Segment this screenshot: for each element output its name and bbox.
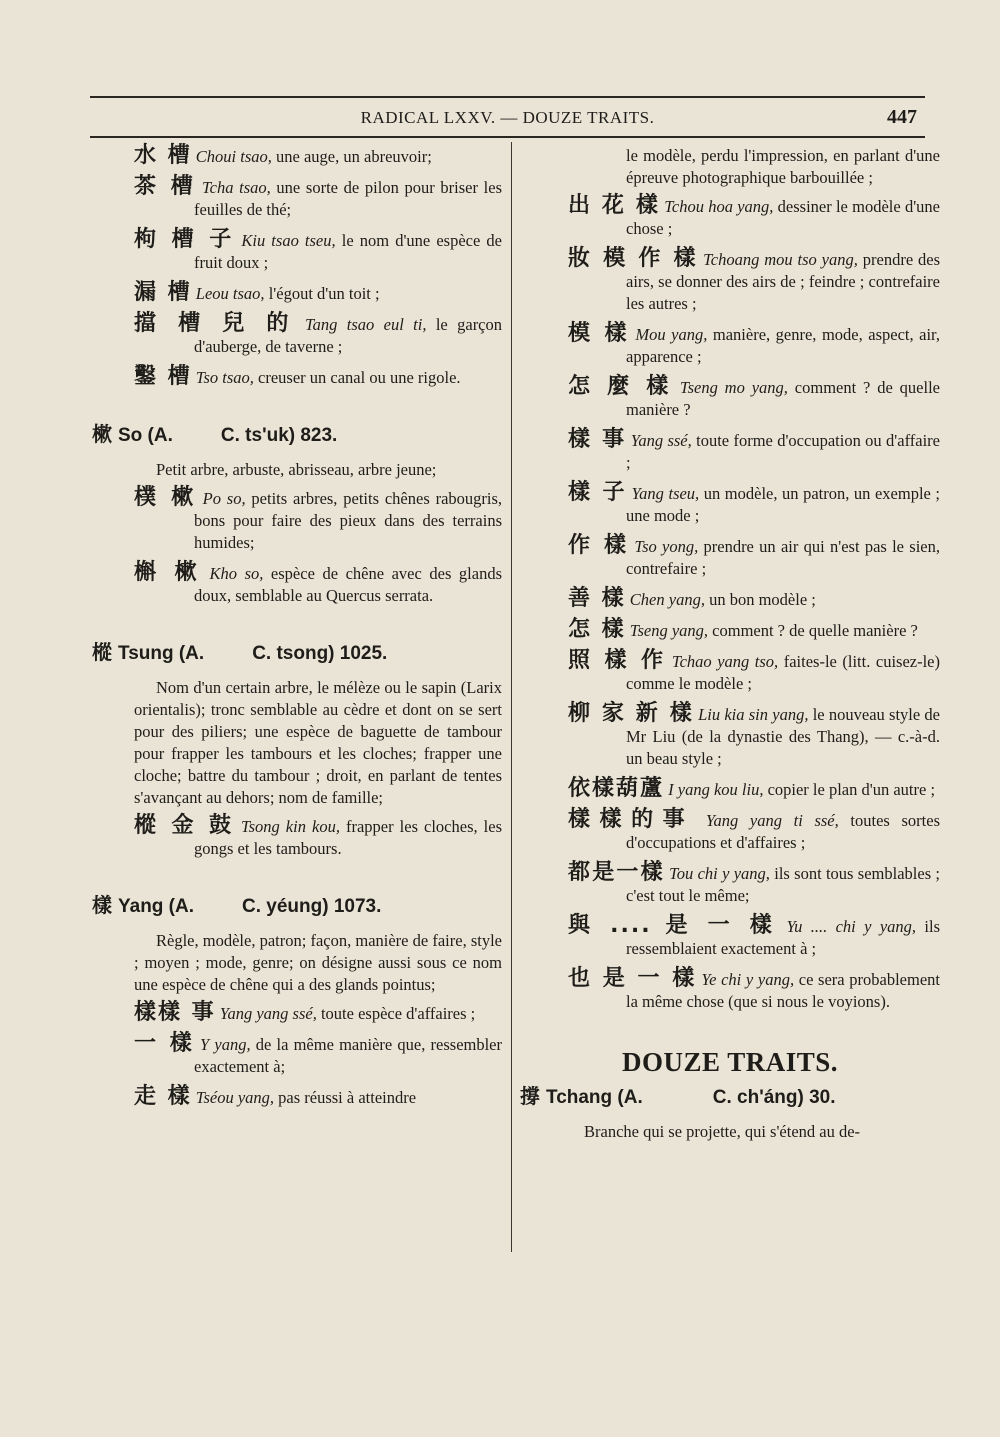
entry-gloss: toute forme d'occupation ou d'affaire ; xyxy=(626,431,940,472)
entry-chinese: 樣樣的事 xyxy=(568,807,695,832)
dictionary-entry xyxy=(520,482,940,527)
headword-char: 樣 xyxy=(92,893,112,917)
headword-char: 樕 xyxy=(92,422,112,446)
entry-romanization: Chen yang, xyxy=(629,590,705,609)
entry-chinese: 鑿 槽 xyxy=(134,364,192,389)
entry-gloss: toute espèce d'affaires ; xyxy=(316,1004,476,1023)
dictionary-entry xyxy=(520,778,940,801)
entry-chinese: 照 樣 作 xyxy=(568,648,667,673)
entry-gloss: de la même manière que, ressembler exactement à; xyxy=(194,1035,503,1076)
headword-cantonese: C. ch'áng) 30. xyxy=(712,1087,836,1108)
dictionary-entry xyxy=(520,619,940,642)
dictionary-entry xyxy=(520,809,940,854)
entry-gloss: comment ? de quelle manière ? xyxy=(626,378,940,419)
entry-romanization: Tchao yang tso, xyxy=(671,652,779,671)
entry-gloss: un modèle, un patron, un exemple ; une mode ; xyxy=(626,484,940,525)
headword-char: 樅 xyxy=(92,640,112,664)
entry-gloss: manière, genre, mode, aspect, air, apparence ; xyxy=(626,325,940,366)
entry-gloss: une auge, un abreuvoir; xyxy=(271,147,432,166)
entry-romanization: Ye chi y yang, xyxy=(701,970,795,989)
entry-chinese: 槲 樕 xyxy=(134,560,202,585)
dictionary-entry xyxy=(92,1033,502,1078)
entry-chinese: 樣 事 xyxy=(568,427,627,452)
entry-chinese: 一 樣 xyxy=(134,1031,195,1056)
entry-romanization: Tchoang mou tso yang, xyxy=(703,250,858,269)
dictionary-entry xyxy=(520,323,940,368)
dictionary-entry xyxy=(520,650,940,695)
entry-gloss: le garçon d'auberge, de taverne ; xyxy=(194,315,503,356)
dictionary-entry xyxy=(92,815,502,860)
entry-chinese: 擋 槽 兒 的 xyxy=(134,311,296,336)
definition-tchang: Branche qui se projette, qui s'étend au de- xyxy=(584,1122,861,1141)
entry-chinese: 出 花 樣 xyxy=(568,193,660,218)
entry-gloss: creuser un canal ou une rigole. xyxy=(253,368,461,387)
entry-chinese: 作 樣 xyxy=(568,533,630,558)
entry-gloss: l'égout d'un toit ; xyxy=(264,284,380,303)
dictionary-entry xyxy=(92,366,502,389)
entry-romanization: Tseng yang, xyxy=(629,621,709,640)
entry-chinese: 走 樣 xyxy=(134,1084,192,1109)
dictionary-entry xyxy=(520,376,940,421)
entry-chinese: 枸 槽 子 xyxy=(134,227,236,252)
entry-romanization: Y yang, xyxy=(200,1035,251,1054)
dictionary-entry xyxy=(520,862,940,907)
entry-chinese: 模 樣 xyxy=(568,321,630,346)
definition-yang: Règle, modèle, patron; façon, manière de faire, style ; moyen ; mode, genre; on désigne aussi sous ce nom une espèce de chêne qui a des glands pointus; xyxy=(134,931,502,994)
entry-chinese: 樸 樕 xyxy=(134,485,197,510)
entry-romanization: I yang kou liu, xyxy=(668,780,764,799)
entry-chinese: 柳 家 新 樣 xyxy=(568,701,694,726)
entry-romanization: Kho so, xyxy=(209,564,264,583)
header-rule-bottom xyxy=(90,136,925,138)
entry-romanization: Kiu tsao tseu, xyxy=(241,231,336,250)
running-header xyxy=(90,104,925,134)
definition-so: Petit arbre, arbuste, abrisseau, arbre jeune; xyxy=(156,460,437,479)
entry-romanization: Mou yang, xyxy=(635,325,708,344)
entry-gloss: prendre un air qui n'est pas le sien, contrefaire ; xyxy=(626,537,940,578)
entry-gloss: petits arbres, petits chênes rabougris, bons pour faire des pieux dans des terrains humides; xyxy=(194,489,503,552)
headword-so xyxy=(92,423,502,447)
entry-chinese: 都是一樣 xyxy=(568,860,665,885)
dictionary-entry xyxy=(92,1086,502,1109)
entry-gloss: pas réussi à atteindre xyxy=(274,1088,417,1107)
entry-gloss: ils sont tous semblables ; c'est tout le même; xyxy=(626,864,941,905)
entry-romanization: Tseng mo yang, xyxy=(679,378,788,397)
headword-cantonese: C. yéung) 1073. xyxy=(242,896,382,917)
dictionary-entry xyxy=(520,968,940,1013)
section-title: DOUZE TRAITS. xyxy=(621,1047,839,1077)
dictionary-entry xyxy=(92,1002,502,1025)
dictionary-entry xyxy=(92,487,502,554)
entry-chinese: 也 是 一 樣 xyxy=(568,966,697,991)
right-column xyxy=(520,145,940,1149)
header-rule-top xyxy=(90,96,925,98)
entry-gloss: ce sera probablement la même chose (que si nous le voyions). xyxy=(626,970,940,1011)
entry-chinese: 樅 金 鼓 xyxy=(134,813,235,838)
entry-chinese: 怎 樣 xyxy=(568,617,626,642)
entry-romanization: Tang tsao eul ti, xyxy=(305,315,427,334)
column-divider xyxy=(511,142,512,1252)
dictionary-entry xyxy=(92,313,502,358)
entry-romanization: Po so, xyxy=(202,489,246,508)
entry-gloss: toutes sortes d'occupations et d'affaires ; xyxy=(626,811,940,852)
entry-chinese: 茶 槽 xyxy=(134,174,197,199)
headword-tsung xyxy=(92,641,502,665)
entry-romanization: Tcha tsao, xyxy=(201,178,271,197)
entry-gloss: le nouveau style de Mr Liu (de la dynastie des Thang), — c.-à-d. un beau style ; xyxy=(626,705,941,768)
headword-tchang xyxy=(520,1085,940,1109)
headword-cantonese: C. ts'uk) 823. xyxy=(220,425,338,446)
definition-tsung: Nom d'un certain arbre, le mélèze ou le sapin (Larix orientalis); tronc semblable au cèdre et dont on se sert pour des piliers; une espèce de baguette de tambour pour frapper les tambours et les cloches; frapper une cloche; battre du tambour ; droit, en parlant de tentes s'avançant au dehors; nom de famille; xyxy=(134,678,502,807)
entry-chinese: 與 .... 是 一 樣 xyxy=(568,913,779,938)
entry-romanization: Tséou yang, xyxy=(195,1088,275,1107)
entry-romanization: Tso yong, xyxy=(634,537,699,556)
entry-romanization: Liu kia sin yang, xyxy=(698,705,809,724)
continuation-text: le modèle, perdu l'impression, en parlant d'une épreuve photographique barbouillée ; xyxy=(626,146,940,187)
entry-gloss: dessiner le modèle d'une chose ; xyxy=(626,197,940,238)
entry-romanization: Yang ssé, xyxy=(630,431,692,450)
headword-cantonese: C. tsong) 1025. xyxy=(252,643,388,664)
entry-romanization: Yang yang ssé, xyxy=(219,1004,317,1023)
entry-romanization: Tso tsao, xyxy=(195,368,254,387)
entry-gloss: copier le plan d'un autre ; xyxy=(763,780,936,799)
entry-gloss: ils ressemblaient exactement à ; xyxy=(626,917,940,958)
page-number: 447 xyxy=(887,106,917,128)
entry-romanization: Leou tsao, xyxy=(195,284,265,303)
dictionary-entry xyxy=(92,562,502,607)
dictionary-entry xyxy=(92,229,502,274)
headword-name: Tsung (A. xyxy=(118,643,205,664)
entry-romanization: Choui tsao, xyxy=(195,147,272,166)
entry-chinese: 妝 模 作 樣 xyxy=(568,246,699,271)
entry-chinese: 善 樣 xyxy=(568,586,626,611)
entry-romanization: Tou chi y yang, xyxy=(669,864,770,883)
dictionary-entry xyxy=(520,703,940,770)
dictionary-entry xyxy=(520,195,940,240)
entry-romanization: Tsong kin kou, xyxy=(240,817,340,836)
entry-chinese: 樣樣 事 xyxy=(134,1000,216,1025)
entry-chinese: 漏 槽 xyxy=(134,280,192,305)
entry-romanization: Yang tseu, xyxy=(631,484,700,503)
entry-gloss: espèce de chêne avec des glands doux, semblable au Quercus serrata. xyxy=(194,564,502,605)
headword-name: Tchang (A. xyxy=(546,1087,643,1108)
entry-romanization: Yang yang ti ssé, xyxy=(705,811,839,830)
running-title: RADICAL LXXV. — DOUZE TRAITS. xyxy=(360,108,655,127)
dictionary-entry xyxy=(520,588,940,611)
entry-gloss: faites-le (litt. cuisez-le) comme le modèle ; xyxy=(626,652,941,693)
headword-char: 撐 xyxy=(520,1084,540,1108)
entry-gloss: le nom d'une espèce de fruit doux ; xyxy=(194,231,502,272)
dictionary-entry xyxy=(520,535,940,580)
left-column xyxy=(92,145,502,1117)
headword-name: Yang (A. xyxy=(118,896,195,917)
entry-gloss: une sorte de pilon pour briser les feuilles de thé; xyxy=(194,178,502,219)
dictionary-entry xyxy=(520,915,940,960)
entry-chinese: 樣 子 xyxy=(568,480,627,505)
dictionary-entry xyxy=(92,145,502,168)
headword-name: So (A. xyxy=(118,425,173,446)
entry-romanization: Tchou hoa yang, xyxy=(664,197,774,216)
entry-chinese: 水 槽 xyxy=(134,143,192,168)
entry-chinese: 怎 麼 樣 xyxy=(568,374,674,399)
entry-gloss: frapper les cloches, les gongs et les tambours. xyxy=(194,817,502,858)
entry-chinese: 依樣葫蘆 xyxy=(568,776,665,801)
entry-gloss: un bon modèle ; xyxy=(704,590,816,609)
entry-gloss: comment ? de quelle manière ? xyxy=(708,621,918,640)
dictionary-entry xyxy=(92,176,502,221)
entry-romanization: Yu .... chi y yang, xyxy=(786,917,917,936)
dictionary-entry xyxy=(92,282,502,305)
entry-gloss: prendre des airs, se donner des airs de ; feindre ; contrefaire les autres ; xyxy=(626,250,941,313)
headword-yang xyxy=(92,894,502,918)
dictionary-entry xyxy=(520,248,940,315)
dictionary-entry xyxy=(520,429,940,474)
